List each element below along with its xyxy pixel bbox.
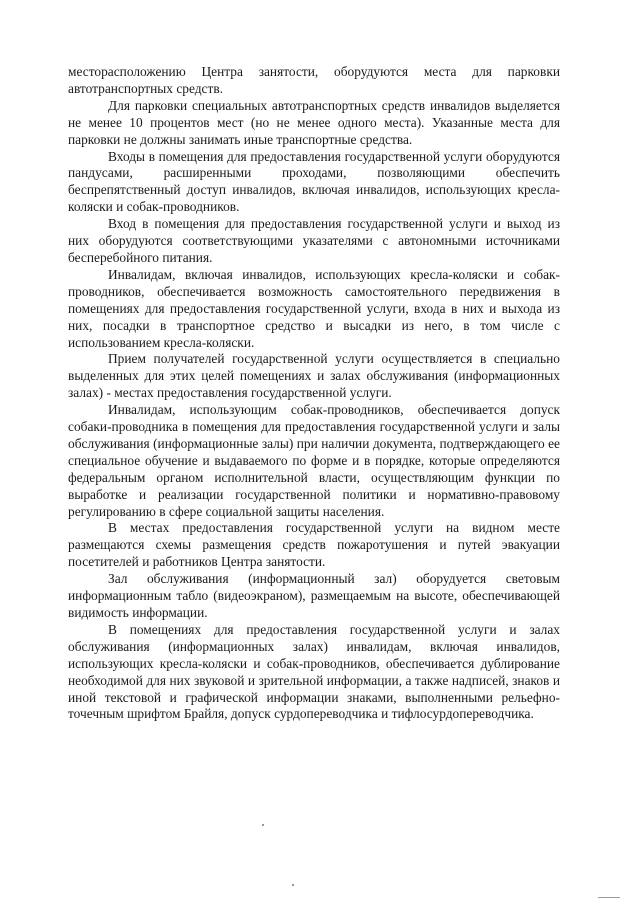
paragraph-braille: В помещениях для предоставления государственной услуги и залах обслуживания (информационных залах) инвалидам, включая инвалидов, использующих кресла-коляски и собак-проводников, обеспечивается дублирование необходимой для них звуковой и зрительной информации, а также надписей, знаков и иной текстовой и графической информации знаками, выполненными рельефно-точечным шрифтом Брайля, допуск сурдопереводчика и тифлосурдопереводчика. (68, 621, 560, 722)
scan-speck (262, 824, 264, 826)
paragraph-reception: Прием получателей государственной услуги осуществляется в специально выделенных для этих целей помещениях и залах обслуживания (информационных залах) - местах предоставления государственной услуги. (68, 351, 560, 401)
scan-speck (292, 884, 294, 886)
paragraph-entrances: Входы в помещения для предоставления государственной услуги оборудуются пандусами, расширенными проходами, позволяющими обеспечить беспрепятственный доступ инвалидов, включая инвалидов, использующих кресла-коляски и собак-проводников. (68, 148, 560, 215)
paragraph-movement: Инвалидам, включая инвалидов, использующих кресла-коляски и собак-проводников, обеспечивается возможность самостоятельного передвижения в помещениях для предоставления государственной услуги, входа в них и выхода из них, посадки в транспортное средство и высадки из него, в том числе с использованием кресла-коляски. (68, 266, 560, 350)
paragraph-evacuation: В местах предоставления государственной услуги на видном месте размещаются схемы размещения средств пожаротушения и путей эвакуации посетителей и работников Центра занятости. (68, 520, 560, 570)
document-page (68, 64, 560, 723)
paragraph-signs: Вход в помещения для предоставления государственной услуги и выход из них оборудуются соответствующими указателями с автономными источниками бесперебойного питания. (68, 216, 560, 265)
paragraph-guide-dogs: Инвалидам, использующим собак-проводников, обеспечивается допуск собаки-проводника в помещения для предоставления государственной услуги и залы обслуживания (информационные залы) при наличии документа, подтверждающего ее специальное обучение и выдаваемого по форме и в порядке, которые определяются федеральным органом исполнительной власти, осуществляющим функции по выработке и реализации государственной политики и нормативно-правовому регулированию в сфере социальной защиты населения. (68, 402, 560, 519)
paragraph-continuation: месторасположению Центра занятости, оборудуются места для парковки автотранспортных средств. (68, 64, 560, 96)
paragraph-display: Зал обслуживания (информационный зал) оборудуется световым информационным табло (видеоэкраном), размещаемым на высоте, обеспечивающей видимость информации. (68, 571, 560, 620)
paragraph-parking: Для парковки специальных автотранспортных средств инвалидов выделяется не менее 10 процентов мест (но не менее одного места). Указанные места для парковки не должны занимать иные транспортные средства. (68, 97, 560, 147)
scan-mark (598, 897, 620, 898)
